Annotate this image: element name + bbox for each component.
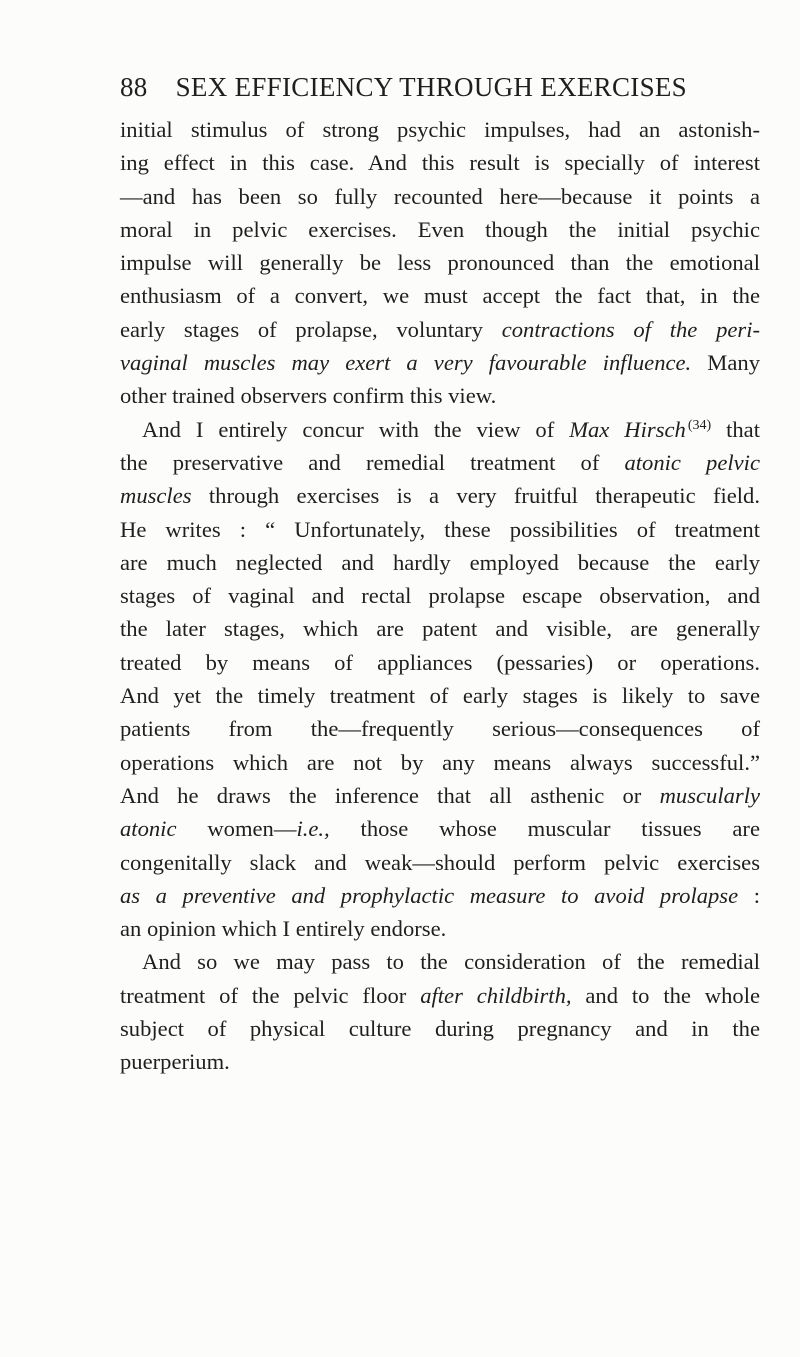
italic-phrase: as a preventive and prophylactic measure to avoid prolapse [120,882,739,908]
text-line: vaginal muscles may exert a very favourable influence. Many [120,350,760,376]
text-line: muscles through exercises is a very fruitful therapeutic field. [120,483,760,509]
text-line: patients from the—frequently serious—consequences of [120,716,760,742]
text-line: the preservative and remedial treatment of atonic pelvic [120,449,760,475]
text-line: as a preventive and prophylactic measure to avoid prolapse : [120,882,760,908]
italic-phrase: muscularly [659,782,760,808]
italic-phrase: vaginal muscles may exert a very favourable influence. [120,350,692,376]
paragraph-first-line: And I entirely concur with the view of Max Hirsch $^{(34)}$ that [142,416,760,442]
text-line: enthusiasm of a convert, we must accept the fact that, in the [120,283,760,309]
text-line: ing effect in this case. And this result is specially of interest [120,150,760,176]
book-page [120,72,760,1079]
body-text [120,113,760,1079]
text-line: operations which are not by any means always successful.” [120,749,760,775]
text-line: And he draws the inference that all asthenic or muscularly [120,782,760,808]
text-line: moral in pelvic exercises. Even though the initial psychic [120,216,760,242]
author-name: Max Hirsch [569,416,686,442]
text-line: initial stimulus of strong psychic impulses, had an astonish- [120,117,760,142]
text-line: treated by means of appliances (pessaries) or operations. [120,649,760,675]
italic-phrase: atonic pelvic [624,449,760,475]
text-line: early stages of prolapse, voluntary contractions of the peri- [120,316,760,342]
running-head [120,72,760,103]
text-line: are much neglected and hardly employed because the early [120,549,760,575]
paragraph-first-line: And so we may pass to the consideration of the remedial [142,949,760,975]
text-line: subject of physical culture during pregnancy and in the [120,1016,760,1042]
text-line: He writes : “ Unfortunately, these possibilities of treatment [120,516,760,542]
italic-phrase: contractions of the peri- [501,316,760,342]
paragraph-last-line: other trained observers confirm this view. [120,383,497,409]
text-line: congenitally slack and weak—should perform pelvic exercises [120,849,760,875]
paragraph-last-line: an opinion which I entirely endorse. [120,916,447,942]
text-line: impulse will generally be less pronounced than the emotional [120,250,760,276]
text-line: And yet the timely treatment of early stages is likely to save [120,683,760,709]
text-line: —and has been so fully recounted here—because it points a [120,183,760,209]
italic-phrase: muscles [120,483,192,509]
text-line: stages of vaginal and rectal prolapse escape observation, and [120,583,760,609]
italic-phrase: i.e., [296,816,330,842]
italic-phrase: after childbirth, [420,982,572,1008]
text-line: treatment of the pelvic floor after childbirth, and to the whole [120,982,760,1008]
paragraph-last-line: puerperium. [120,1049,230,1075]
text-line: atonic women—i.e., those whose muscular tissues are [120,816,760,842]
citation-reference: (34) [687,417,712,433]
running-title: SEX EFFICIENCY THROUGH EXERCISES [175,72,688,102]
text-line: the later stages, which are patent and visible, are generally [120,616,760,642]
italic-phrase: atonic [120,816,177,842]
page-number: 88 [120,72,148,102]
